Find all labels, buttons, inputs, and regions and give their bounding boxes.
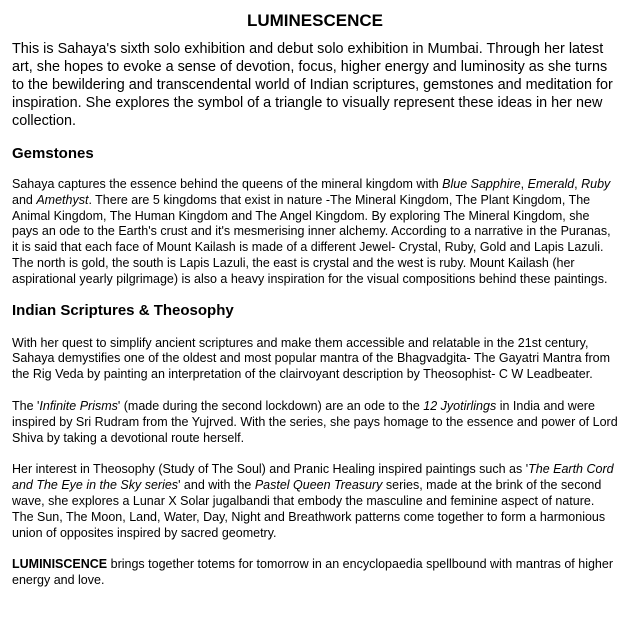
infinite-prisms-text: Infinite Prisms (39, 398, 118, 413)
gemstones-text-e: . There are 5 kingdoms that exist in nature -The Mineral Kingdom, The Plant Kingdom, The Animal Kingdom, The Human Kingdom and The Angel Kingdom. By exploring The Mineral Kingdom, she pays an ode to the Earth's crust and it's mesmerising inner alchemy. According to a narrative in the Puranas, it is said that each face of Mount Kailash is made of a different Jewel- Crystal, Ruby, Gold and Lapis Lazuli. The north is gold, the south is Lapis Lazuli, the east is crystal and the west is ruby. Mount Kailash (her aspirational yearly pilgrimage) is also a heavy inspiration for the visual compositions behind these paintings. (12, 192, 611, 286)
theosophy-text-c: series, made at the brink of the second wave, she explores a Lunar X Solar jugalbandi that embody the masculine and feminine aspect of nature. The Sun, The Moon, Land, Water, Day, Night and Breathwork patterns come together to form a harmonious union of opposites inspired by sacred geometry. (12, 478, 606, 540)
gemstones-text-b: , (520, 177, 528, 191)
gemstones-text-d: and (12, 192, 37, 207)
closing-text: brings together totems for tomorrow in an encyclopaedia spellbound with mantras of higher energy and love. (12, 557, 613, 588)
luminiscence-strong-text: LUMINISCENCE (12, 557, 108, 572)
theosophy-text-a: Her interest in Theosophy (Study of The Soul) and Pranic Healing inspired paintings such as ' (12, 462, 529, 477)
scriptures-paragraph-3 (12, 462, 618, 541)
scriptures-paragraph-2 (12, 399, 618, 446)
prisms-text-a: The ' (12, 398, 40, 413)
pastel-queen-text: Pastel Queen Treasury (254, 478, 383, 493)
prisms-text-c: in India and were inspired by Sri Rudram from the Yujrved. With the series, she pays homage to the essence and power of Lord Shiva by taking a devotional route herself. (12, 398, 618, 445)
intro-paragraph: This is Sahaya's sixth solo exhibition and debut solo exhibition in Mumbai. Through her latest art, she hopes to evoke a sense of devotion, focus, higher energy and luminosity as she turns to the bewildering and transcendental world of Indian scriptures, gemstones and meditation for inspiration. She explores the symbol of a triangle to visually represent these ideas in her new collection. (12, 41, 613, 129)
gemstones-text-c: , (574, 177, 582, 191)
scriptures-paragraph-1: With her quest to simplify ancient scriptures and make them accessible and relatable in the 21st century, Sahaya demystifies one of the oldest and most popular mantra of the Bhagvadgita- The Gayatri Mantra from the Rig Veda by painting an interpretation of the clairvoyant description by Theosophist- C W Leadbeater. (12, 335, 611, 382)
closing-paragraph (12, 557, 618, 589)
document-title: LUMINESCENCE (246, 11, 383, 30)
gemstones-text-a: Sahaya captures the essence behind the queens of the mineral kingdom with (12, 177, 443, 191)
prisms-text-b: ' (made during the second lockdown) are an ode to the (117, 398, 424, 413)
amethyst-text: Amethyst (36, 192, 89, 207)
gemstones-paragraph (12, 177, 618, 288)
earth-cord-text: The Earth Cord and The Eye in the Sky series (12, 462, 614, 493)
jyotirlings-text: 12 Jyotirlings (423, 398, 497, 413)
scriptures-heading: Indian Scriptures & Theosophy (12, 301, 234, 319)
theosophy-text-b: ' and with the (178, 478, 255, 493)
blue-sapphire-text: Blue Sapphire (442, 177, 521, 191)
emerald-text: Emerald (527, 177, 575, 191)
gemstones-heading: Gemstones (12, 145, 94, 162)
ruby-text: Ruby (581, 177, 611, 191)
